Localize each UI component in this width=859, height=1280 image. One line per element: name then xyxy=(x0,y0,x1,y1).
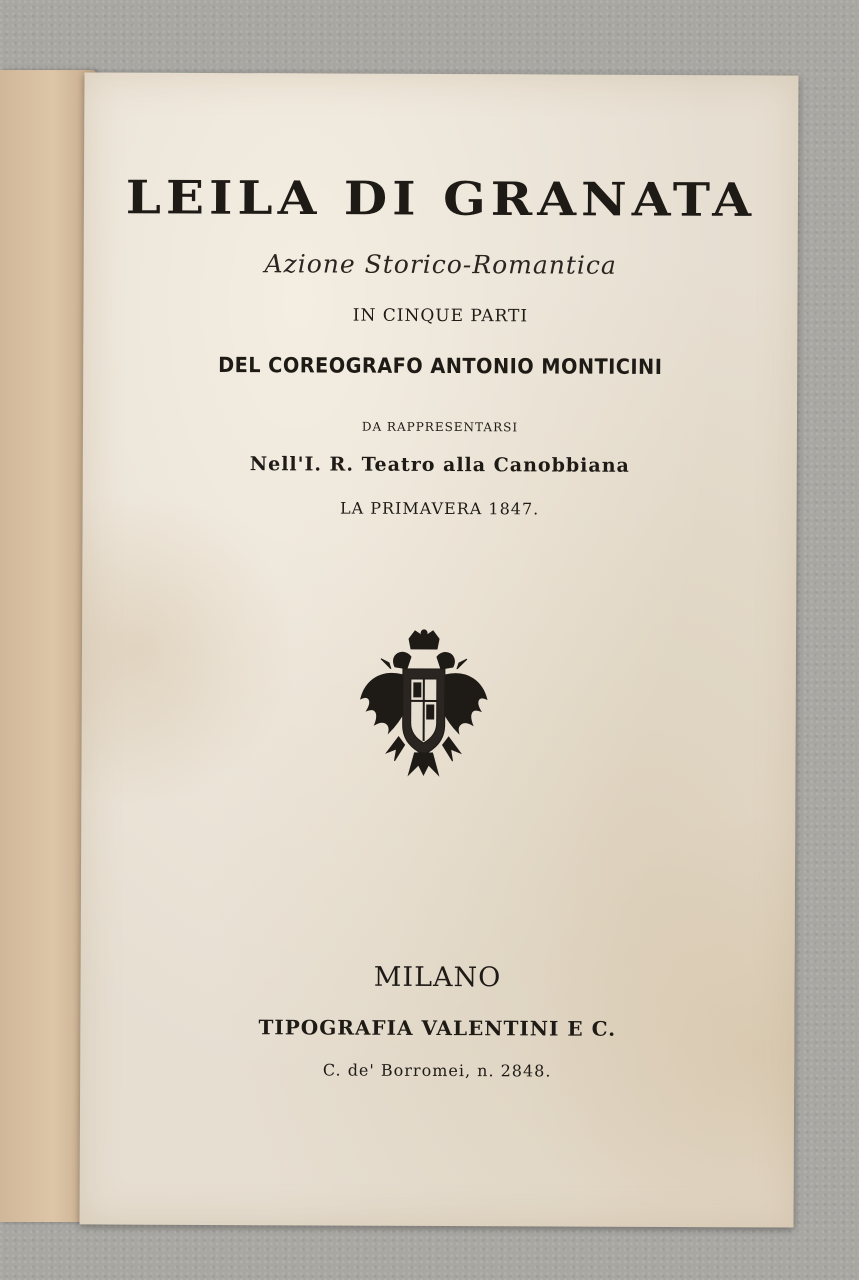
city-line: MILANO xyxy=(373,961,502,994)
performance-note: DA RAPPRESENTARSI xyxy=(361,419,519,435)
season-line: LA PRIMAVERA 1847. xyxy=(339,498,540,519)
document-subtitle: Azione Storico-Romantica xyxy=(264,249,617,280)
parts-line: IN CINQUE PARTI xyxy=(352,305,529,327)
document-title: LEILA DI GRANATA xyxy=(125,169,757,228)
theatre-line: Nell'I. R. Teatro alla Canobbiana xyxy=(249,453,630,477)
title-page xyxy=(79,72,798,1227)
printer-line: TIPOGRAFIA VALENTINI E C. xyxy=(258,1015,617,1041)
double-headed-eagle-crest-icon xyxy=(358,629,489,778)
address-line: C. de' Borromei, n. 2848. xyxy=(322,1060,552,1081)
author-line: DEL COREOGRAFO ANTONIO MONTICINI xyxy=(218,353,663,379)
